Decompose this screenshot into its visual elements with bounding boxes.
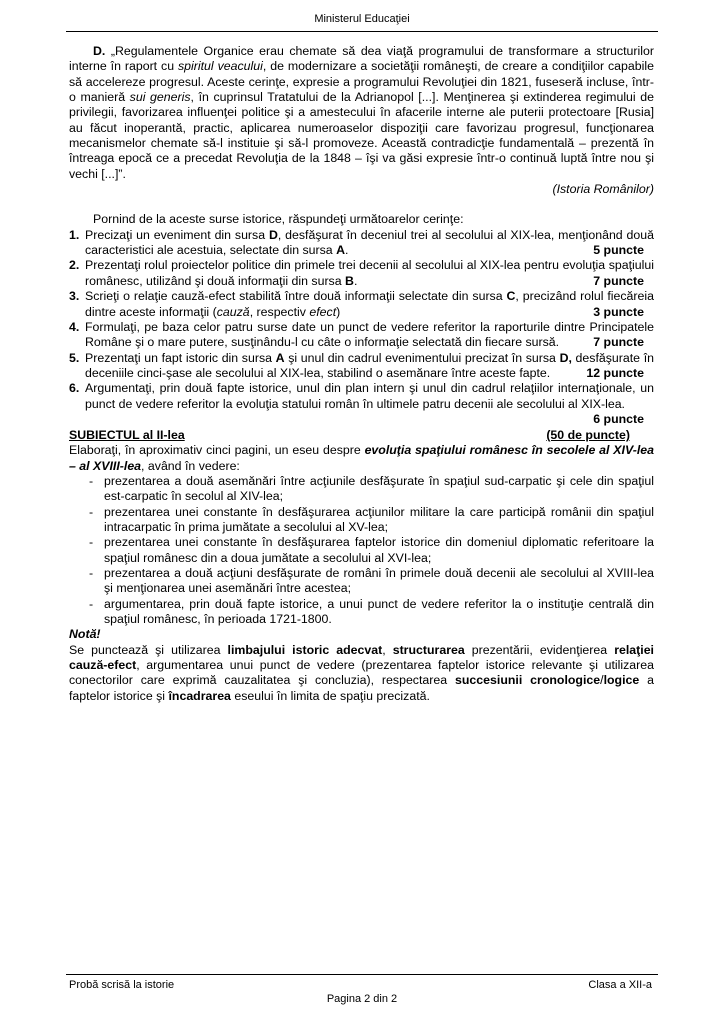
source-d-paragraph: [69, 44, 654, 182]
question-bold: A: [336, 243, 346, 258]
subject-2-heading: [69, 428, 654, 443]
questions-intro: Pornind de la aceste surse istorice, răspundeţi următoarelor cerinţe:: [93, 212, 464, 227]
essay-item-text: prezentarea unei constante în desfăşurarea acţiunilor militare la care participă românii din spaţiul intracarpatic în prima jumătate a secolului al XV-lea;: [104, 504, 654, 534]
question-text: .: [345, 243, 349, 258]
question-bold: A: [275, 350, 285, 365]
essay-item: - prezentarea unei constante în desfăşurarea faptelor istorice din domeniul diplomatic referitoare la spaţiul românesc din a doua jumătate a secolului al XVI-lea;: [89, 535, 654, 565]
question-6: [69, 381, 654, 426]
question-text: ): [336, 304, 341, 319]
essay-item: - prezentarea a două asemănări între acţiunile desfăşurate în spaţiul sud-carpatic şi cele din spaţiul est-carpatic în secolul al XIV-lea;: [89, 473, 654, 504]
question-bold: C: [506, 289, 516, 304]
question-number: 5.: [69, 350, 80, 365]
intro-topic: evoluţia spaţiului românesc în secolele al XIV-lea – al XVIII-lea: [69, 443, 654, 473]
essay-item-text: prezentarea unei constante în desfăşurarea faptelor istorice din domeniul diplomatic referitoare la spaţiul românesc din a doua jumătate a secolului al XVI-lea;: [104, 535, 654, 565]
question-text: , desfăşurat în deceniul trei al secolului al XIX-lea, menţionând două caracteristici ale acestuia, selectate din sursa: [85, 227, 654, 258]
question-text: Prezentaţi un fapt istoric din sursa: [85, 350, 276, 365]
question-points: 7 puncte: [593, 335, 644, 350]
header-divider: [66, 31, 658, 32]
question-text: Prezentaţi rolul proiectelor politice din primele trei decenii al secolului al XIX-lea pentru evoluţia spaţiului românesc, utilizând şi două informaţii din sursa: [85, 258, 654, 288]
question-text: Argumentaţi, prin două fapte istorice, unul din plan intern şi unul din cadrul relaţiilor internaţionale, un punct de vedere referitor la evoluţia statului român în ultimele patru decenii ale secolului al XIX-lea.: [85, 381, 654, 411]
question-text: , respectiv: [249, 304, 310, 319]
note-heading: Notă!: [69, 627, 101, 642]
essay-item-text: prezentarea a două asemănări între acţiunile desfăşurate în spaţiul sud-carpatic şi cele din spaţiul est-carpatic în secolul al XIV-lea;: [104, 473, 654, 504]
source-d-text-1: „Regulamentele Organice erau chemate să dea viaţă programului de transformare a structurilor interne în raport cu: [69, 44, 654, 74]
page-content: [69, 44, 654, 704]
footer-exam-name: Probă scrisă la istorie: [69, 979, 175, 991]
question-5: [69, 351, 654, 382]
source-d-label: D.: [93, 44, 106, 58]
source-d-citation: [69, 182, 654, 197]
question-4: [69, 320, 654, 351]
essay-item-text: prezentarea a două acţiuni desfăşurate de români în primele două decenii ale secolului al XVIII-lea şi menţionarea unei asemănări între acestea;: [104, 566, 654, 596]
question-1: [69, 228, 654, 259]
source-d-italic-1: spiritul veacului: [177, 59, 263, 74]
question-points: 5 puncte: [593, 243, 644, 258]
question-text: , precizând rolul fiecăreia dintre aceste informaţii (: [85, 289, 654, 319]
source-d-italic-2: sui generis: [129, 90, 191, 105]
question-text: Formulaţi, pe baza celor patru surse date un punct de vedere referitor la raporturile dintre Principatele Române şi o mare putere, susţinându-l cu câte o informaţie selectată din fiecare sursă.: [85, 319, 654, 350]
footer-page-number: Pagina 2 din 2: [326, 993, 398, 1005]
intro-text: , având în vedere:: [141, 458, 240, 473]
subject-2-points: (50 de puncte): [546, 427, 630, 442]
footer-class: Clasa a XII-a: [588, 979, 652, 991]
question-italic: cauză: [216, 304, 250, 319]
subject-2-intro: [69, 443, 654, 474]
question-text: Precizaţi un eveniment din sursa: [85, 227, 269, 242]
question-number: 4.: [69, 319, 80, 334]
source-d-text-3: , în cuprinsul Tratatului de la Adrianopol [...]. Menţinerea şi extinderea regimului de privilegii, favorizarea influenţei politice şi a amestecului în afacerile interne ale puterii protectoare [Rusia] au făcut inoperantă, practic, aplicarea numeroaselor dispoziţii care favorizau progresul, funcţionarea mecanismelor chemate să-l instituie şi să-l promoveze. Această contradicţie fundamentală – prezentă în întreaga epocă ce a precedat Revoluţia de la 1848 – îşi va găsi expresie într-o continuă luptă între nou şi vechi [...]”.: [69, 90, 654, 181]
source-d-text-2: , de modernizare a societăţii româneşti, de creare a condiţiilor capabile să accelereze progresul. Aceste cerinţe, expresie a programului Revoluţiei din 1821, fuseseră incluse, într-o manieră: [69, 59, 654, 105]
question-bold: D,: [559, 350, 572, 365]
question-points: 12 puncte: [586, 365, 644, 380]
question-points: 6 puncte: [593, 411, 644, 426]
question-text: şi unul din cadrul evenimentului precizat în sursa: [284, 350, 560, 365]
question-number: 6.: [69, 381, 80, 396]
question-points: 3 puncte: [593, 304, 644, 319]
note-text: Se punctează şi utilizarea limbajului istoric adecvat, structurarea prezentării, evidenţierea relaţiei cauză-efect, argumentarea unui punct de vedere (prezentarea faptelor istorice relevante şi utilizarea conectorilor care exprimă cauzalitatea şi concluzia), respectarea succesiunii cronologice/logice a faptelor istorice şi încadrarea eseului în limita de spaţiu precizată.: [69, 642, 655, 703]
question-2: [69, 258, 654, 289]
question-text: desfăşurate în deceniile cinci-şase ale secolului al XIX-lea, stabilind o asemănare între aceste fapte.: [85, 350, 654, 380]
citation-text: (Istoria Românilor): [552, 182, 654, 197]
question-text: .: [353, 273, 358, 288]
question-bold: B: [345, 273, 354, 288]
question-points: 7 puncte: [593, 273, 644, 288]
essay-item: - argumentarea, prin două fapte istorice, a unui punct de vedere referitor la o instituţie centrală din spaţiul românesc, în perioada 1721-1800.: [89, 596, 654, 627]
question-3: [69, 289, 654, 320]
subject-2-title: SUBIECTUL al II-lea: [69, 427, 185, 442]
question-number: 3.: [69, 289, 80, 304]
question-italic: efect: [309, 304, 337, 319]
essay-item-text: argumentarea, prin două fapte istorice, a unui punct de vedere referitor la o instituţie centrală din spaţiul românesc, în perioada 1721-1800.: [104, 596, 654, 627]
question-number: 2.: [69, 258, 80, 273]
essay-item: - prezentarea unei constante în desfăşurarea acţiunilor militare la care participă românii din spaţiul intracarpatic în prima jumătate a secolului al XV-lea;: [89, 504, 654, 534]
question-text: Scrieţi o relaţie cauză-efect stabilită între două informaţii selectate din sursa: [85, 289, 507, 304]
question-bold: D: [268, 227, 278, 242]
intro-text: Elaboraţi, în aproximativ cinci pagini, un eseu despre: [69, 443, 365, 458]
essay-item: - prezentarea a două acţiuni desfăşurate de români în primele două decenii ale secolului al XVIII-lea şi menţionarea unei asemănări între acestea;: [89, 566, 654, 596]
question-number: 1.: [69, 227, 80, 242]
header-ministry: Ministerul Educaţiei: [314, 13, 410, 25]
footer-divider: [66, 974, 658, 975]
